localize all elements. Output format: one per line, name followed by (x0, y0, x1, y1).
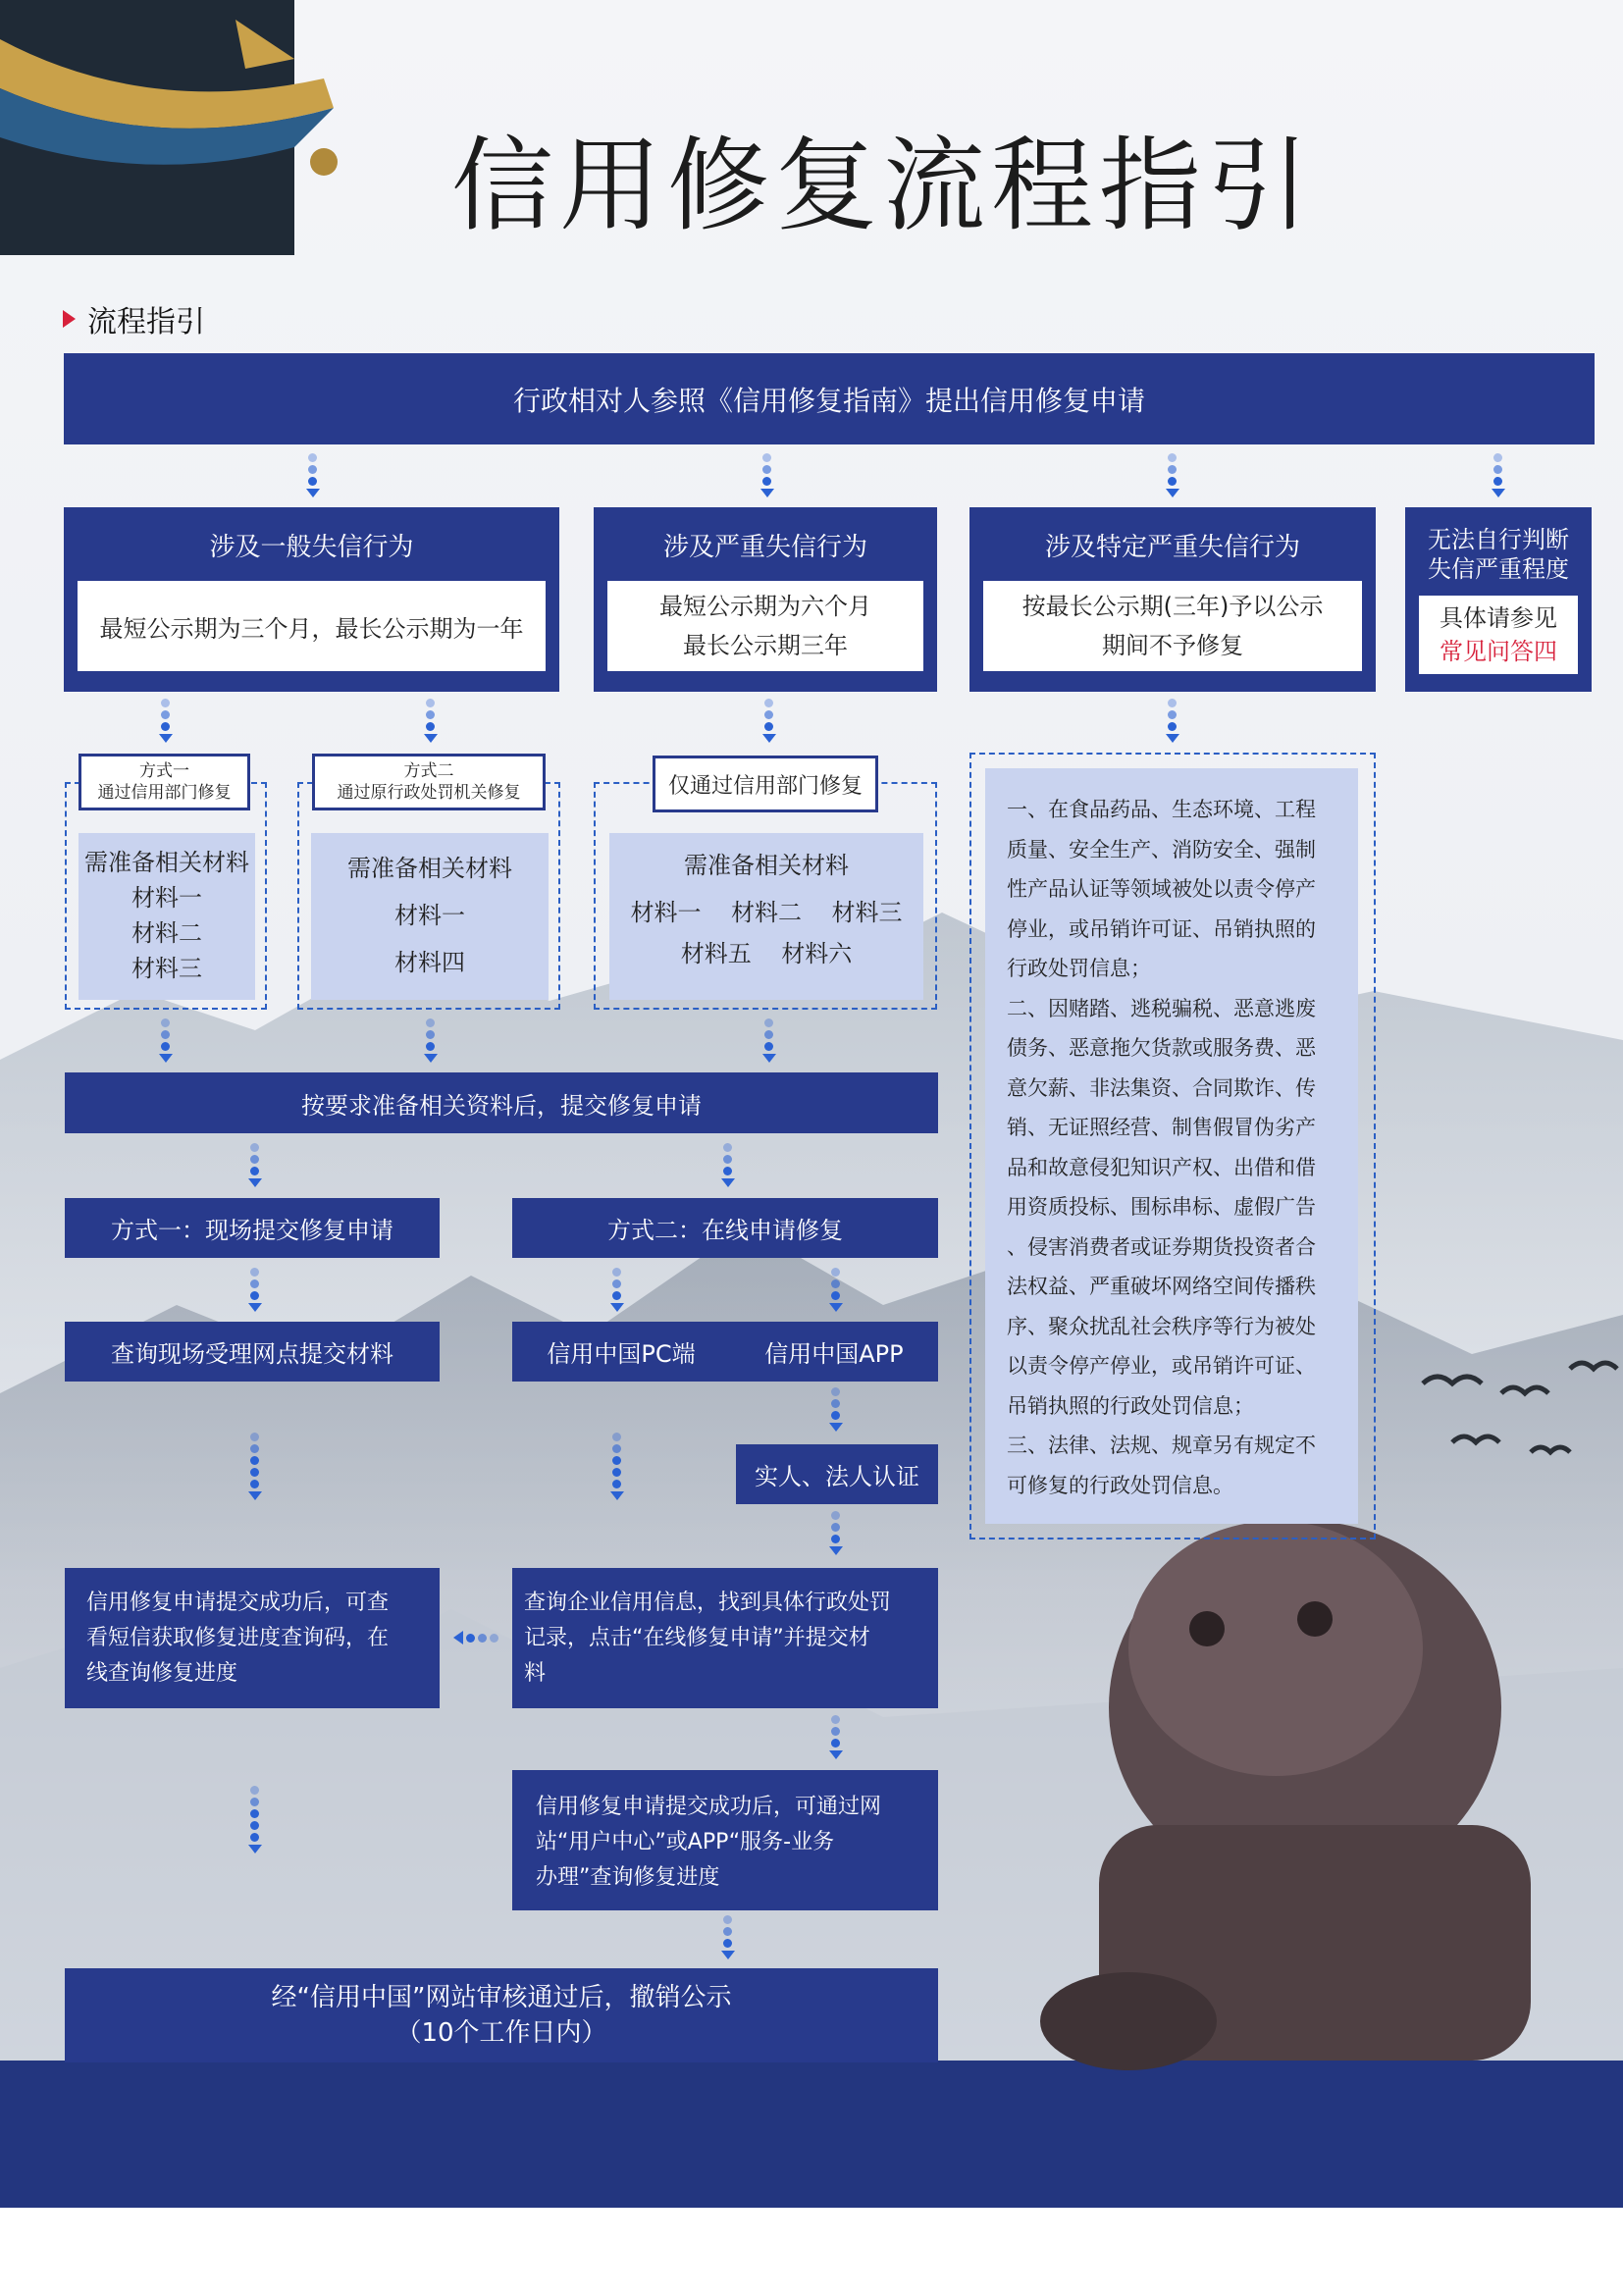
special-list-line: 意欠薪、非法集资、合同欺诈、传 (1007, 1075, 1316, 1100)
left-arrow-connector (453, 1631, 498, 1644)
special-list-line: 质量、安全生产、消防安全、强制 (1007, 837, 1316, 861)
category-special-desc (983, 581, 1362, 671)
arrow-connector (248, 1433, 260, 1503)
desc-line: 最短公示期为六个月 (659, 593, 871, 620)
text-line: 线查询修复进度 (86, 1661, 238, 1686)
method-one-materials (79, 833, 255, 1000)
special-list-line: 法权益、严重破坏网络空间传播秩 (1007, 1275, 1316, 1298)
special-list (985, 768, 1358, 1524)
text-line: 信用修复申请提交成功后，可查 (86, 1591, 390, 1615)
special-list-line: 销、无证照经营、制售假冒伪劣产 (1007, 1116, 1316, 1139)
text-line: 查询企业信用信息，找到具体行政处罚 (524, 1591, 892, 1615)
query-record-box (512, 1568, 938, 1708)
arrow-connector (721, 1915, 733, 1962)
category-serious-desc (607, 581, 923, 671)
arrow-connector (829, 1715, 841, 1762)
arrow-connector (159, 1018, 171, 1066)
section-label (63, 299, 205, 339)
bottom-paper (0, 2208, 1623, 2296)
application-box: 行政相对人参照《信用修复指南》提出信用修复申请 (64, 353, 1595, 444)
special-list-line: 行政处罚信息； (1007, 957, 1151, 980)
arrow-connector (248, 1268, 260, 1315)
label-line: 通过原行政处罚机关修复 (337, 783, 521, 803)
arrow-connector (1166, 453, 1178, 500)
arrow-connector (248, 1143, 260, 1190)
material-item: 材料三 (131, 955, 202, 982)
onsite-step-box: 查询现场受理网点提交材料 (65, 1322, 440, 1382)
arrow-connector (760, 453, 772, 500)
material-row: 材料五 材料六 (680, 940, 853, 967)
arrow-connector (721, 1143, 733, 1190)
special-list-line: 性产品认证等领域被处以责令停产 (1007, 877, 1316, 901)
method-two-group (297, 782, 560, 1010)
final-line: （10个工作日内） (395, 2018, 607, 2048)
category-general (64, 507, 559, 692)
method-three-label: 仅通过信用部门修复 (653, 756, 878, 812)
special-list-line: 品和故意侵犯知识产权、出借和借 (1007, 1155, 1316, 1179)
section-label-text: 流程指引 (87, 305, 205, 339)
app-channel: 信用中国APP (764, 1340, 904, 1368)
category-serious (594, 507, 937, 692)
materials-needed-label: 需准备相关材料 (684, 852, 849, 879)
category-unknown-title (1405, 525, 1592, 584)
arrow-connector (159, 699, 171, 746)
online-channels-box (512, 1322, 938, 1382)
arrow-connector (610, 1433, 622, 1503)
arrow-connector (306, 453, 318, 500)
arrow-connector (1166, 699, 1178, 746)
method-one-group (65, 782, 267, 1010)
materials-needed-label: 需准备相关材料 (84, 849, 249, 876)
bottom-band (0, 2061, 1623, 2208)
special-list-line: 债务、恶意拖欠货款或服务费、恶 (1007, 1036, 1316, 1060)
special-list-line: 序、聚众扰乱社会秩序等行为被处 (1007, 1314, 1316, 1338)
title-line: 失信严重程度 (1428, 555, 1569, 583)
category-general-desc: 最短公示期为三个月，最长公示期为一年 (78, 581, 546, 671)
category-serious-title: 涉及严重失信行为 (662, 532, 867, 562)
arrow-connector (610, 1268, 622, 1315)
final-revoke-box (65, 1968, 938, 2062)
text-line: 信用修复申请提交成功后，可通过网 (536, 1795, 882, 1819)
special-list-line: 一、在食品药品、生态环境、工程 (1007, 798, 1316, 821)
triangle-marker-icon (63, 310, 76, 328)
special-list-line: 可修复的行政处罚信息。 (1007, 1473, 1233, 1497)
special-list-group (969, 753, 1376, 1539)
onsite-method-box: 方式一：现场提交修复申请 (65, 1198, 440, 1258)
special-list-line: 吊销执照的行政处罚信息； (1007, 1393, 1254, 1418)
text-line: 记录，点击“在线修复申请”并提交材 (524, 1626, 870, 1650)
online-method-box: 方式二：在线申请修复 (512, 1198, 938, 1258)
desc-line: 按最长公示期(三年)予以公示 (1021, 593, 1324, 620)
desc-line: 期间不予修复 (1102, 632, 1243, 659)
submit-application-box: 按要求准备相关资料后，提交修复申请 (65, 1072, 938, 1133)
ref-line: 具体请参见 (1440, 604, 1557, 632)
arrow-connector (762, 1018, 774, 1066)
final-line: 经“信用中国”网站审核通过后，撤销公示 (271, 1983, 732, 2012)
category-unknown (1405, 507, 1592, 692)
method-three-group (594, 782, 937, 1010)
desc-line: 最长公示期三年 (683, 632, 848, 659)
materials-needed-label: 需准备相关材料 (347, 855, 512, 882)
material-item: 材料四 (394, 949, 465, 976)
special-list-line: 停业，或吊销许可证、吊销执照的 (1007, 916, 1316, 941)
category-general-title: 涉及一般失信行为 (209, 532, 414, 562)
text-line: 办理”查询修复进度 (536, 1865, 720, 1890)
material-item: 材料一 (394, 902, 465, 929)
material-row: 材料一 材料二 材料三 (630, 899, 903, 926)
arrow-connector (829, 1387, 841, 1435)
page-title: 信用修复流程指引 (450, 126, 1315, 245)
special-list-line: 用资质投标、围标串标、虚假广告 (1007, 1195, 1316, 1219)
text-line: 看短信获取修复进度查询码，在 (86, 1626, 390, 1650)
arrow-connector (829, 1268, 841, 1315)
category-special-title: 涉及特定严重失信行为 (1044, 532, 1300, 562)
arrow-connector (248, 1786, 260, 1856)
text-line: 料 (524, 1661, 547, 1686)
arrow-connector (829, 1511, 841, 1558)
category-special (969, 507, 1376, 692)
material-item: 材料二 (131, 919, 202, 947)
pc-channel: 信用中国PC端 (547, 1340, 696, 1368)
special-list-line: 三、法律、法规、规章另有规定不 (1007, 1434, 1316, 1457)
material-item: 材料一 (131, 884, 202, 912)
arrow-connector (424, 699, 436, 746)
special-list-line: 二、因赌踏、逃税骗税、恶意逃废 (1007, 996, 1316, 1020)
label-line: 方式一 (139, 761, 189, 781)
faq-reference (1419, 596, 1578, 674)
result-left-box (65, 1568, 440, 1708)
text-line: 站“用户中心”或APP“服务-业务 (536, 1830, 835, 1854)
method-one-label (79, 754, 250, 810)
arrow-connector (1492, 453, 1503, 500)
label-line: 通过信用部门修复 (97, 783, 232, 803)
special-list-line: 、侵害消费者或证券期货投资者合 (1007, 1234, 1316, 1259)
arrow-connector (762, 699, 774, 746)
method-two-label (312, 754, 546, 810)
identity-auth-box: 实人、法人认证 (736, 1444, 938, 1504)
online-result-box (512, 1770, 938, 1910)
label-line: 方式二 (403, 761, 454, 781)
faq-link[interactable]: 常见问答四 (1440, 638, 1557, 665)
method-three-materials (609, 833, 923, 1000)
arrow-connector (424, 1018, 436, 1066)
method-two-materials (311, 833, 549, 1000)
special-list-line: 以责令停产停业，或吊销许可证、 (1007, 1354, 1316, 1378)
title-line: 无法自行判断 (1428, 526, 1569, 553)
roof-eave-image (0, 0, 338, 255)
